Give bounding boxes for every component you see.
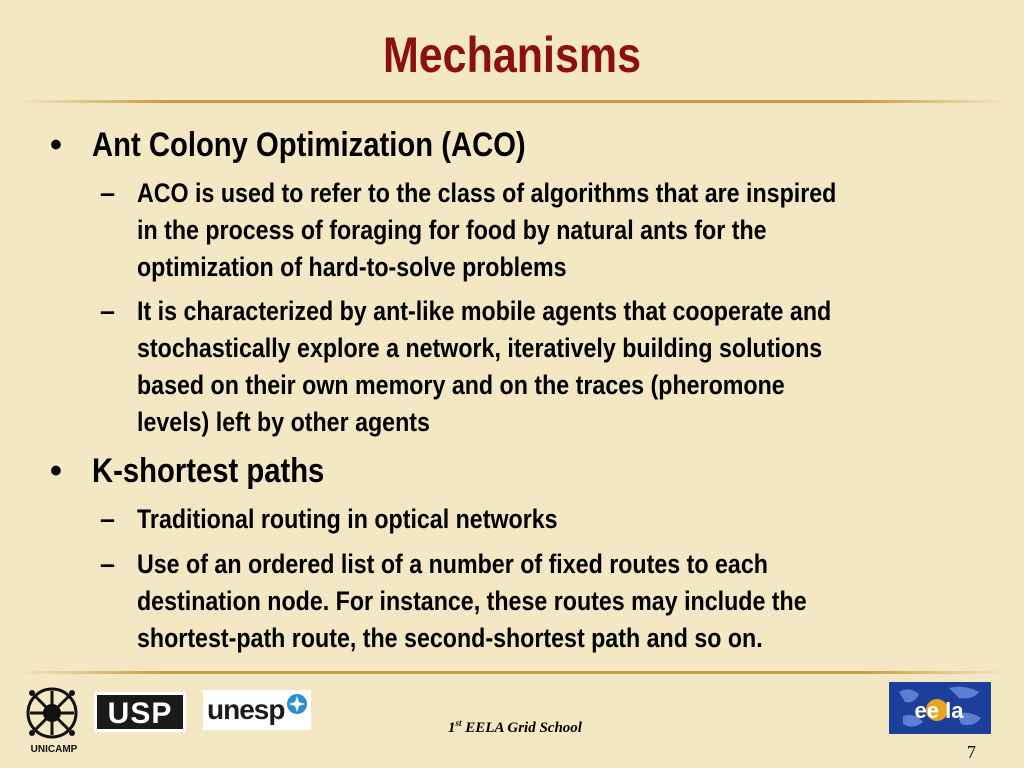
footer-school-ordinal: 1 — [448, 720, 456, 736]
sub-bullet-dash: – — [100, 504, 116, 534]
bullet-text: Ant Colony Optimization (ACO) — [92, 126, 526, 164]
page-number: 7 — [967, 742, 976, 762]
bullet-item — [50, 126, 526, 165]
sub-bullet-line: Use of an ordered list of a number of fixed routes to each — [137, 549, 768, 579]
sub-bullet-line: optimization of hard-to-solve problems — [137, 252, 567, 282]
sub-bullet-line: based on their own memory and on the traces (pheromone — [137, 370, 785, 400]
unesp-star-icon — [286, 693, 308, 715]
sub-bullet-line: destination node. For instance, these routes may include the — [137, 586, 807, 616]
bullet-dot: • — [50, 126, 62, 164]
eela-label: ee la — [914, 698, 964, 723]
sub-bullet-dash: – — [100, 178, 116, 208]
bullet-dot: • — [50, 452, 62, 490]
usp-label: USP — [107, 697, 173, 730]
sub-bullet-line: ACO is used to refer to the class of algorithms that are inspired — [137, 178, 837, 208]
eela-logo — [889, 682, 991, 734]
footer-school — [420, 718, 610, 737]
slide-title: Mechanisms — [382, 27, 642, 83]
sub-bullet-line: in the process of foraging for food by natural ants for the — [137, 215, 767, 245]
bottom-divider — [18, 671, 1008, 674]
footer-school-name: EELA Grid School — [465, 720, 582, 736]
bullet-text: K-shortest paths — [92, 452, 325, 490]
sub-bullet-line: Traditional routing in optical networks — [137, 504, 558, 534]
sub-bullet-line: stochastically explore a network, iteratively building solutions — [137, 333, 823, 363]
usp-logo — [94, 692, 186, 732]
unicamp-label: UNICAMP — [30, 744, 78, 755]
unesp-logo — [203, 690, 311, 730]
footer-school-suffix: st — [455, 718, 462, 728]
unesp-label: unesp — [207, 694, 285, 725]
sub-bullet-dash: – — [100, 549, 116, 579]
bullet-item — [50, 452, 325, 491]
sub-bullet-dash: – — [100, 296, 116, 326]
unicamp-logo — [22, 685, 86, 755]
sub-bullet-line: It is characterized by ant-like mobile agents that cooperate and — [137, 296, 832, 326]
sub-bullet-line: shortest-path route, the second-shortest path and so on. — [137, 623, 763, 653]
sub-bullet-line: levels) left by other agents — [137, 407, 430, 437]
